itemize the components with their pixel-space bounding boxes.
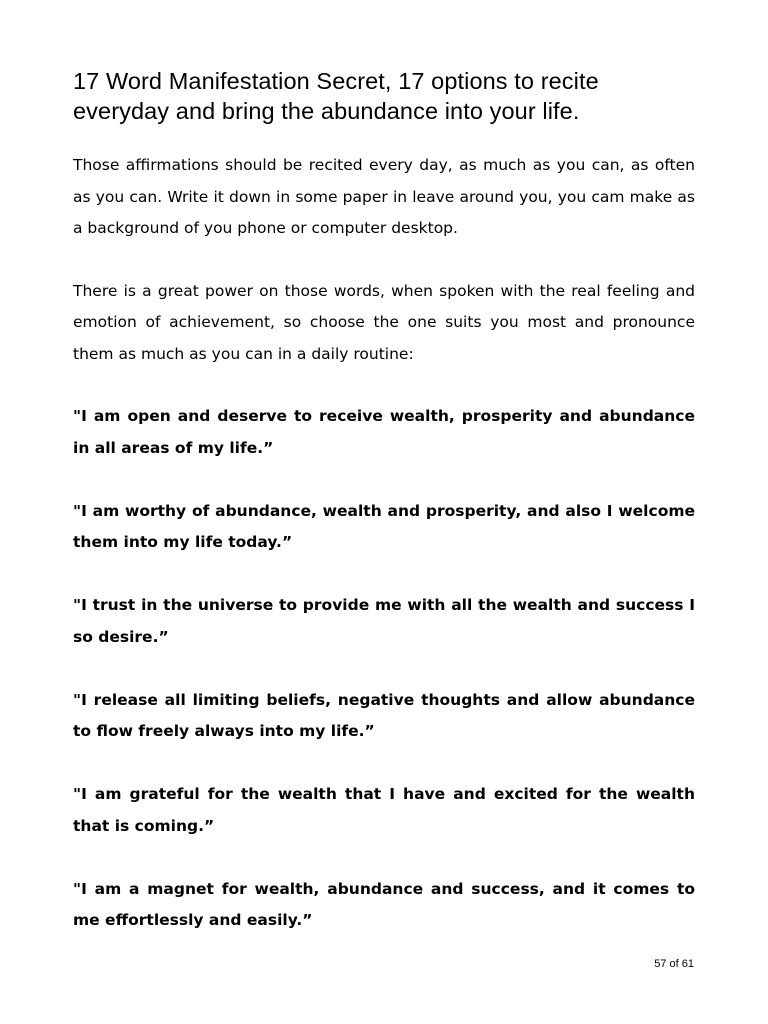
affirmation-item: "I am a magnet for wealth, abundance and success, and it comes to me effortlessly and easily.”: [73, 879, 695, 929]
page-title: 17 Word Manifestation Secret, 17 options to recite everyday and bring the abundance into your life.: [73, 68, 599, 124]
affirmation-item: "I trust in the universe to provide me with all the wealth and success I so desire.”: [73, 596, 695, 646]
affirmation-item: "I am grateful for the wealth that I have and excited for the wealth that is coming.”: [73, 785, 695, 835]
affirmation-item: "I am worthy of abundance, wealth and prosperity, and also I welcome them into my life today.”: [73, 501, 695, 551]
affirmation-item: "I am open and deserve to receive wealth, prosperity and abundance in all areas of my life.”: [73, 407, 695, 457]
affirmation-item: "I release all limiting beliefs, negative thoughts and allow abundance to flow freely always into my life.”: [73, 690, 695, 740]
page-number: 57 of 61: [654, 958, 694, 970]
power-paragraph: There is a great power on those words, when spoken with the real feeling and emotion of achievement, so choose the one suits you most and pronounce them as much as you can in a daily routine:: [73, 281, 695, 363]
intro-paragraph: Those affirmations should be recited every day, as much as you can, as often as you can. Write it down in some paper in leave around you, you cam make as a background of you phone or computer desktop.: [73, 156, 695, 237]
document-page: [73, 66, 695, 968]
